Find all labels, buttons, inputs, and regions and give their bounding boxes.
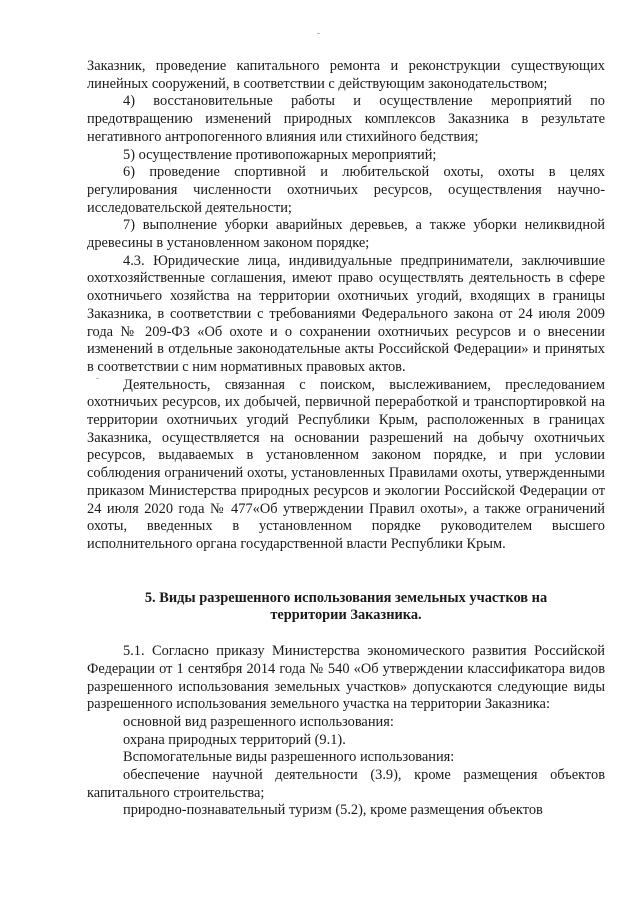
paragraph-item-7: 7) выполнение уборки аварийных деревьев, а также уборки неликвидной древесины в установленном законом порядке; xyxy=(87,217,605,252)
paragraph-item-6: 6) проведение спортивной и любительской охоты, охоты в целях регулирования численности охотничьих ресурсов, осуществления научно-исследовательской деятельности; xyxy=(87,164,605,216)
paragraph-continuation: Заказник, проведение капитального ремонта и реконструкции существующих линейных сооружений, в соответствии с действующим законодательством; xyxy=(87,58,605,92)
paragraph-5-1: 5.1. Согласно приказу Министерства экономического развития Российской Федерации от 1 сентября 2014 года № 540 «Об утверждении классификатора видов разрешенного использования земельных участков» допускаются следующие виды разрешенного использования земельного участка на территории Заказника: xyxy=(87,643,605,713)
document-page xyxy=(87,58,605,820)
scan-artifact xyxy=(96,378,99,379)
section-heading: 5. Виды разрешенного использования земельных участков на территории Заказника. xyxy=(144,589,548,624)
paragraph-tourism: природно-познавательный туризм (5.2), кроме размещения объектов xyxy=(123,802,543,819)
paragraph-nature-protection: охрана природных территорий (9.1). xyxy=(123,731,346,748)
paragraph-auxiliary-kinds: Вспомогательные виды разрешенного использования: xyxy=(123,749,455,766)
paragraph-item-4: 4) восстановительные работы и осуществление мероприятий по предотвращению изменений природных комплексов Заказника в результате негативного антропогенного влияния или стихийного бедствия; xyxy=(87,93,605,145)
paragraph-main-kind: основной вид разрешенного использования: xyxy=(123,713,394,730)
scan-artifact xyxy=(317,33,320,34)
paragraph-item-5: 5) осуществление противопожарных мероприятий; xyxy=(123,146,437,163)
paragraph-hunting-activity: Деятельность, связанная с поиском, выслеживанием, преследованием охотничьих ресурсов, их добычей, первичной переработкой и транспортировкой на территории охотничьих угодий Республики Крым, расположенных в границах Заказника, осуществляется на основании разрешений на добычу охотничьих ресурсов, выдаваемых в установленном законом порядке, и при условии соблюдения ограничений охоты, установленных Правилами охоты, утвержденными приказом Министерства природных ресурсов и экологии Российской Федерации от 24 июля 2020 года № 477«Об утверждении Правил охоты», а также ограничений охоты, введенных в установленном порядке руководителем высшего исполнительного органа государственной власти Республики Крым. xyxy=(87,376,605,552)
paragraph-science: обеспечение научной деятельности (3.9), кроме размещения объектов капитального строительства; xyxy=(87,767,605,801)
paragraph-4-3: 4.3. Юридические лица, индивидуальные предприниматели, заключившие охотхозяйственные соглашения, имеют право осуществлять деятельность в сфере охотничьего хозяйства на территории охотничьих угодий, входящих в границы Заказника, в соответствии с требованиями Федерального закона от 24 июля 2009 года № 209-ФЗ «Об охоте и о сохранении охотничьих ресурсов и о внесении изменений в отдельные законодательные акты Российской Федерации» и принятых в соответствии с ним нормативных правовых актов. xyxy=(87,252,605,375)
